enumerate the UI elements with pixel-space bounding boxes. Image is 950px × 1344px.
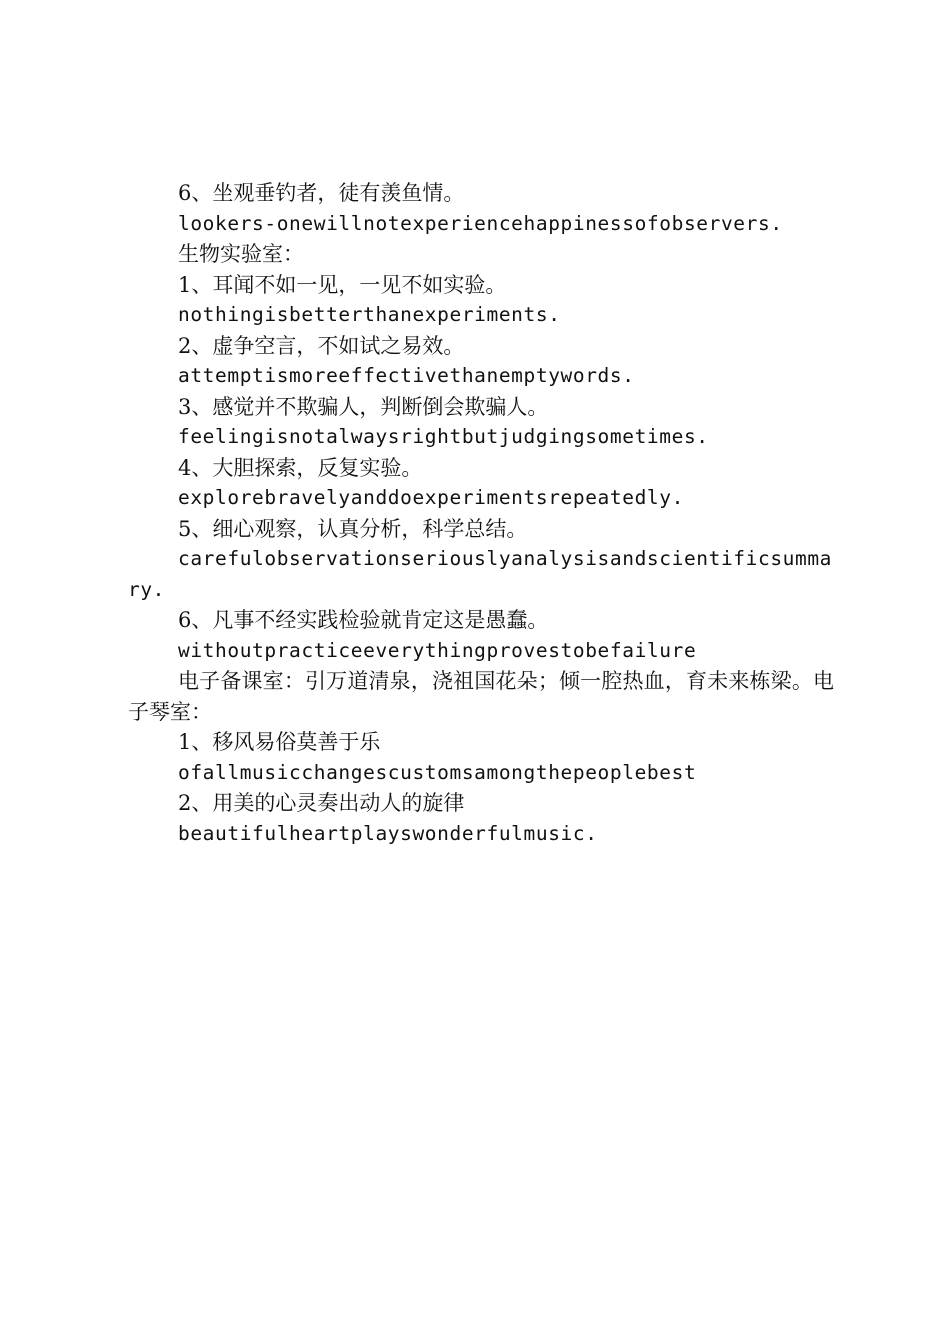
paragraph-line: 1、移风易俗莫善于乐 — [178, 730, 381, 754]
paragraph-line: beautifulheartplayswonderfulmusic. — [178, 821, 598, 845]
paragraph-line: ofallmusicchangescustomsamongthepeoplebest — [178, 760, 697, 784]
paragraph-line: lookers-onewillnotexperiencehappinessofobservers. — [178, 211, 783, 235]
paragraph-line: 6、坐观垂钓者，徒有羡鱼情。 — [178, 181, 465, 205]
paragraph-line: 2、虚争空言，不如试之易效。 — [178, 333, 465, 358]
paragraph-line: 1、耳闻不如一见，一见不如实验。 — [178, 272, 507, 297]
paragraph-line: 4、大胆探索，反复实验。 — [178, 455, 423, 480]
paragraph-line: 6、凡事不经实践检验就肯定这是愚蠢。 — [178, 608, 549, 632]
paragraph-line: nothingisbetterthanexperiments. — [178, 303, 561, 326]
paragraph-line: carefulobservationseriouslyanalysisandscientificsummary. — [128, 547, 833, 601]
paragraph-line: 2、用美的心灵奏出动人的旋律 — [178, 791, 465, 815]
paragraph-line: withoutpracticeeverythingprovestobefailure — [178, 638, 697, 662]
section-heading: 生物实验室： — [178, 242, 304, 266]
paragraph-line: feelingisnotalwaysrightbutjudgingsometimes. — [178, 425, 709, 448]
paragraph-line: explorebravelyanddoexperimentsrepeatedly. — [178, 486, 684, 509]
paragraph-line: attemptismoreeffectivethanemptywords. — [178, 364, 635, 387]
document-body — [128, 178, 834, 849]
paragraph-line: 5、细心观察，认真分析，科学总结。 — [178, 516, 528, 541]
paragraph-line: 电子备课室：引万道清泉，浇祖国花朵；倾一腔热血，育未来栋梁。电子琴室： — [128, 669, 834, 724]
paragraph-line: 3、感觉并不欺骗人，判断倒会欺骗人。 — [178, 394, 549, 419]
